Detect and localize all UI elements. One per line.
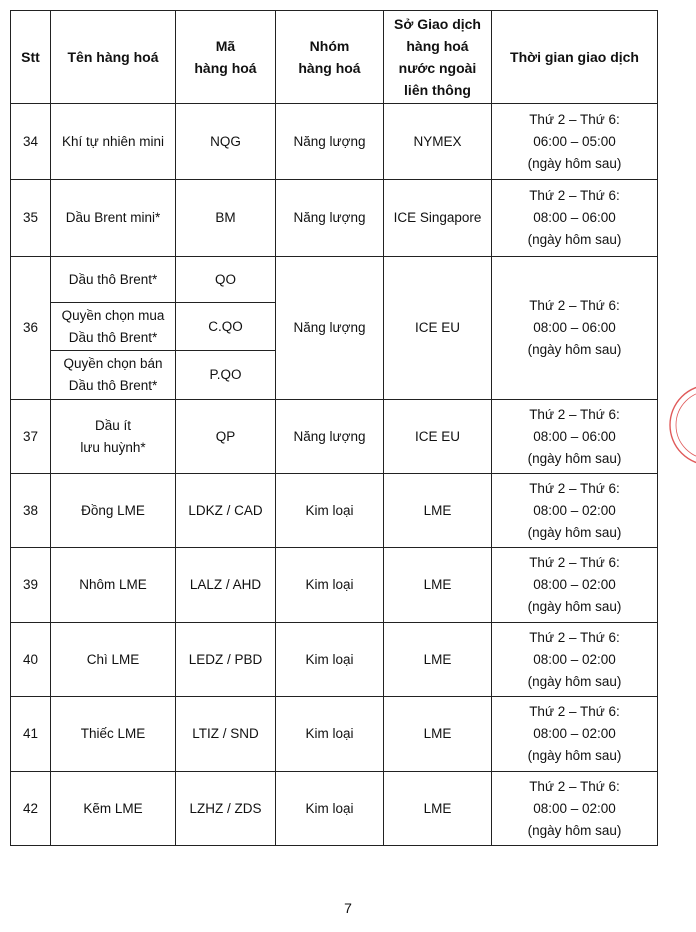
exchange-cell: LME xyxy=(384,474,492,548)
table-row xyxy=(11,772,658,846)
time-cell-line: (ngày hôm sau) xyxy=(527,599,622,614)
code-cell: LZHZ / ZDS xyxy=(176,772,276,846)
code-cell: BM xyxy=(176,180,276,257)
code-cell: NQG xyxy=(176,104,276,180)
group-cell: Kim loại xyxy=(276,772,384,846)
code-cell: QP xyxy=(176,400,276,474)
stt-cell: 42 xyxy=(11,772,51,846)
col-header-time: Thời gian giao dịch xyxy=(492,11,658,104)
code-cell: C.QO xyxy=(176,303,276,351)
time-cell-line: (ngày hôm sau) xyxy=(527,232,622,247)
time-cell-line: (ngày hôm sau) xyxy=(527,450,622,466)
time-cell-line: Thứ 2 – Thứ 6: xyxy=(529,298,620,313)
table-row xyxy=(11,400,658,474)
col-header-stt: Stt xyxy=(11,11,51,104)
time-cell-line: Thứ 2 – Thứ 6: xyxy=(529,629,620,645)
name-cell-line: Dầu thô Brent* xyxy=(68,329,158,345)
col-header-code: Mã hàng hoá xyxy=(176,11,276,104)
time-cell-line: Thứ 2 – Thứ 6: xyxy=(529,778,620,794)
time-cell-line: Thứ 2 – Thứ 6: xyxy=(529,188,620,203)
time-cell-line: Thứ 2 – Thứ 6: xyxy=(529,704,620,719)
time-cell xyxy=(492,400,658,474)
col-header-group: Nhóm hàng hoá xyxy=(276,11,384,104)
time-cell-line: 08:00 – 02:00 xyxy=(533,651,616,667)
name-cell-line: Quyền chọn bán xyxy=(63,356,163,371)
time-cell-line: 08:00 – 06:00 xyxy=(533,210,616,225)
exchange-cell: ICE EU xyxy=(384,400,492,474)
time-cell xyxy=(492,104,658,180)
name-cell: Khí tự nhiên mini xyxy=(51,104,176,180)
group-cell: Kim loại xyxy=(276,474,384,548)
name-cell: Thiếc LME xyxy=(51,697,176,772)
table-row xyxy=(11,474,658,548)
exchange-cell: LME xyxy=(384,548,492,623)
name-cell: Nhôm LME xyxy=(51,548,176,623)
time-cell-line: (ngày hôm sau) xyxy=(527,673,622,689)
time-cell-line: 06:00 – 05:00 xyxy=(533,133,616,149)
name-cell: Dầu Brent mini* xyxy=(51,180,176,257)
stt-cell: 34 xyxy=(11,104,51,180)
time-cell xyxy=(492,474,658,548)
name-cell xyxy=(51,351,176,400)
code-cell: QO xyxy=(176,257,276,303)
commodity-table xyxy=(10,10,658,846)
exchange-cell: LME xyxy=(384,697,492,772)
name-cell: Kẽm LME xyxy=(51,772,176,846)
time-cell-line: 08:00 – 02:00 xyxy=(533,502,616,518)
name-cell: Đồng LME xyxy=(51,474,176,548)
time-cell-line: 08:00 – 06:00 xyxy=(533,428,616,444)
header-row xyxy=(11,11,658,104)
name-cell xyxy=(51,400,176,474)
time-cell-line: Thứ 2 – Thứ 6: xyxy=(529,406,620,422)
group-cell: Năng lượng xyxy=(276,180,384,257)
col-header-exchange: Sở Giao dịch hàng hoá nước ngoài liên thông xyxy=(384,11,492,104)
exchange-cell: ICE Singapore xyxy=(384,180,492,257)
group-cell: Năng lượng xyxy=(276,104,384,180)
exchange-cell: NYMEX xyxy=(384,104,492,180)
name-cell: Chì LME xyxy=(51,623,176,697)
name-cell xyxy=(51,303,176,351)
stt-cell: 38 xyxy=(11,474,51,548)
stt-cell: 35 xyxy=(11,180,51,257)
time-cell xyxy=(492,697,658,772)
col-header-name: Tên hàng hoá xyxy=(51,11,176,104)
table-row xyxy=(11,623,658,697)
name-cell-line: Dầu thô Brent* xyxy=(68,271,158,287)
name-cell xyxy=(51,257,176,303)
time-cell xyxy=(492,772,658,846)
name-cell-line: Quyền chọn mua xyxy=(61,307,165,323)
stt-cell: 40 xyxy=(11,623,51,697)
time-cell xyxy=(492,548,658,623)
time-cell xyxy=(492,257,658,400)
exchange-cell: LME xyxy=(384,772,492,846)
code-cell: P.QO xyxy=(176,351,276,400)
time-cell-line: Thứ 2 – Thứ 6: xyxy=(529,111,620,127)
name-cell-line: lưu huỳnh* xyxy=(80,439,146,455)
exchange-cell: ICE EU xyxy=(384,257,492,400)
time-cell-line: 08:00 – 06:00 xyxy=(533,320,616,335)
name-cell-line: Dầu thô Brent* xyxy=(68,378,158,393)
table-row xyxy=(11,180,658,257)
group-cell: Kim loại xyxy=(276,548,384,623)
red-stamp-seal xyxy=(662,375,696,475)
group-cell: Năng lượng xyxy=(276,257,384,400)
stt-cell: 36 xyxy=(11,257,51,400)
time-cell-line: 08:00 – 02:00 xyxy=(533,726,616,741)
time-cell-line: (ngày hôm sau) xyxy=(527,342,622,357)
code-cell: LDKZ / CAD xyxy=(176,474,276,548)
time-cell-line: Thứ 2 – Thứ 6: xyxy=(529,555,620,570)
group-cell: Kim loại xyxy=(276,697,384,772)
code-cell: LTIZ / SND xyxy=(176,697,276,772)
time-cell-line: (ngày hôm sau) xyxy=(527,155,622,171)
stt-cell: 41 xyxy=(11,697,51,772)
time-cell-line: (ngày hôm sau) xyxy=(527,524,622,540)
table-row xyxy=(11,257,658,303)
time-cell-line: Thứ 2 – Thứ 6: xyxy=(529,480,620,496)
stt-cell: 39 xyxy=(11,548,51,623)
table-row xyxy=(11,104,658,180)
time-cell-line: 08:00 – 02:00 xyxy=(533,800,616,816)
time-cell-line: 08:00 – 02:00 xyxy=(533,577,616,592)
name-cell-line: Dầu ít xyxy=(94,417,132,433)
code-cell: LEDZ / PBD xyxy=(176,623,276,697)
group-cell: Năng lượng xyxy=(276,400,384,474)
time-cell xyxy=(492,180,658,257)
time-cell xyxy=(492,623,658,697)
stt-cell: 37 xyxy=(11,400,51,474)
code-cell: LALZ / AHD xyxy=(176,548,276,623)
table-row xyxy=(11,697,658,772)
group-cell: Kim loại xyxy=(276,623,384,697)
table-row xyxy=(11,548,658,623)
exchange-cell: LME xyxy=(384,623,492,697)
time-cell-line: (ngày hôm sau) xyxy=(527,748,622,763)
page-number: 7 xyxy=(344,900,352,916)
time-cell-line: (ngày hôm sau) xyxy=(527,822,622,838)
